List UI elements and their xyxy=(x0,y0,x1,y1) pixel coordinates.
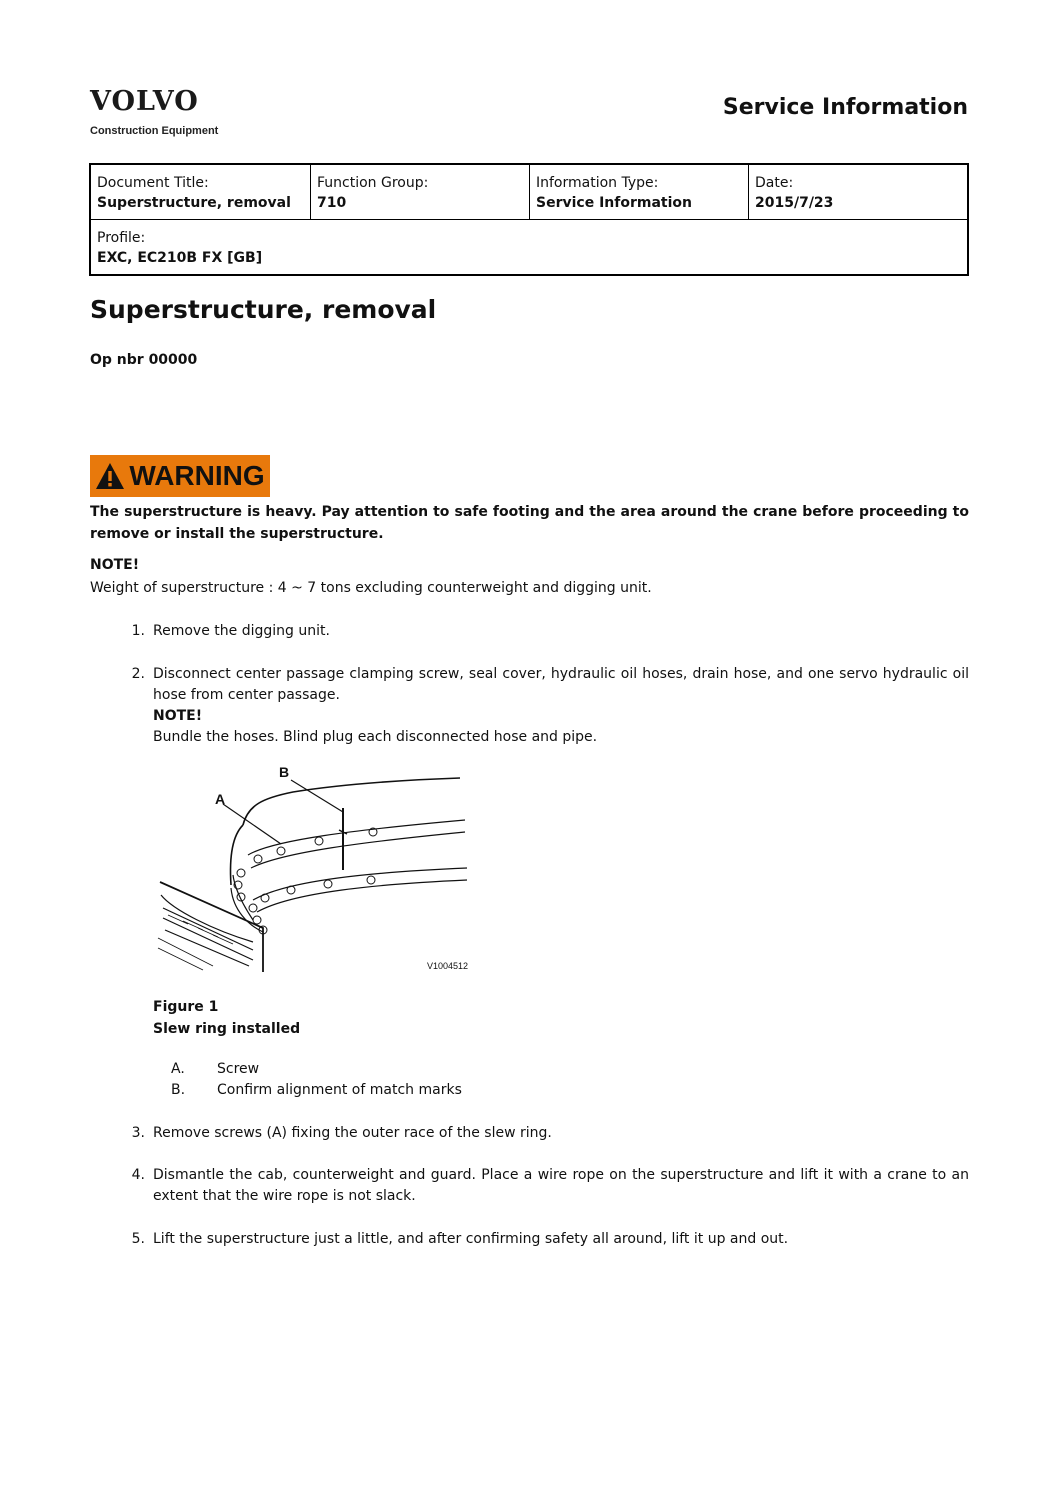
info-type-cell xyxy=(530,164,749,220)
note-text: Weight of superstructure : 4 ~ 7 tons excluding counterweight and digging unit. xyxy=(90,580,652,596)
legend-item xyxy=(153,1080,462,1101)
warning-triangle-icon xyxy=(95,462,125,490)
date-value: 2015/7/23 xyxy=(755,195,834,211)
step-item xyxy=(120,664,969,748)
doc-title-value: Superstructure, removal xyxy=(97,195,291,211)
slew-ring-figure xyxy=(153,760,473,975)
profile-cell xyxy=(90,220,968,276)
doc-title-label: Document Title: xyxy=(97,175,209,191)
figure-legend xyxy=(153,1059,462,1101)
function-group-label: Function Group: xyxy=(317,175,429,191)
doc-title-cell xyxy=(90,164,311,220)
function-group-cell xyxy=(311,164,530,220)
figure-image-code: V1004512 xyxy=(427,961,469,971)
legend-text: Confirm alignment of match marks xyxy=(217,1082,462,1098)
volvo-logo: VOLVO xyxy=(90,86,199,117)
date-cell xyxy=(749,164,969,220)
note-label: NOTE! xyxy=(90,557,140,573)
document-meta-table xyxy=(89,163,969,276)
op-number: Op nbr 00000 xyxy=(90,352,198,368)
figure-title: Slew ring installed xyxy=(153,1021,301,1037)
logo-subtitle: Construction Equipment xyxy=(90,125,219,137)
info-type-label: Information Type: xyxy=(536,175,659,191)
step-text: Dismantle the cab, counterweight and guard. Place a wire rope on the superstructure and lift it with a crane to an extent that the wire rope is not slack. xyxy=(153,1167,969,1204)
info-type-value: Service Information xyxy=(536,195,692,211)
step-text: Remove screws (A) fixing the outer race of the slew ring. xyxy=(153,1125,552,1141)
figure-caption xyxy=(153,996,300,1040)
step-number: 3. xyxy=(131,1125,145,1141)
step-note-text: Bundle the hoses. Blind plug each disconnected hose and pipe. xyxy=(153,729,598,745)
profile-value: EXC, EC210B FX [GB] xyxy=(97,250,263,266)
figure-number: Figure 1 xyxy=(153,999,219,1015)
legend-key: A. xyxy=(171,1061,185,1077)
step-item xyxy=(120,1123,969,1144)
meta-row xyxy=(90,220,968,276)
date-label: Date: xyxy=(755,175,794,191)
step-text: Lift the superstructure just a little, and after confirming safety all around, lift it up and out. xyxy=(153,1231,789,1247)
page-title: Superstructure, removal xyxy=(90,295,437,324)
step-item xyxy=(120,1165,969,1207)
step-text: Remove the digging unit. xyxy=(153,623,330,639)
warning-message: The superstructure is heavy. Pay attention to safe footing and the area around the crane before proceeding to remove or install the superstructure. xyxy=(90,504,969,542)
warning-banner xyxy=(90,455,270,497)
function-group-value: 710 xyxy=(317,195,347,211)
step-item xyxy=(120,1229,969,1250)
figure-label-a: A xyxy=(215,791,226,807)
step-text: Disconnect center passage clamping screw, seal cover, hydraulic oil hoses, drain hose, and one servo hydraulic oil hose from center passage. xyxy=(153,666,969,703)
step-number: 4. xyxy=(131,1167,145,1183)
step-body xyxy=(153,664,969,748)
legend-key: B. xyxy=(171,1082,186,1098)
legend-item xyxy=(153,1059,462,1080)
step-item xyxy=(120,621,969,642)
figure-label-b: B xyxy=(279,764,290,780)
step-note-label: NOTE! xyxy=(153,708,203,724)
step-number: 2. xyxy=(131,666,145,682)
step-number: 1. xyxy=(131,623,145,639)
legend-text: Screw xyxy=(217,1061,260,1077)
meta-row xyxy=(90,164,968,220)
step-number: 5. xyxy=(131,1231,145,1247)
service-information-header: Service Information xyxy=(722,95,968,120)
profile-label: Profile: xyxy=(97,230,146,246)
warning-label: WARNING xyxy=(129,460,265,491)
